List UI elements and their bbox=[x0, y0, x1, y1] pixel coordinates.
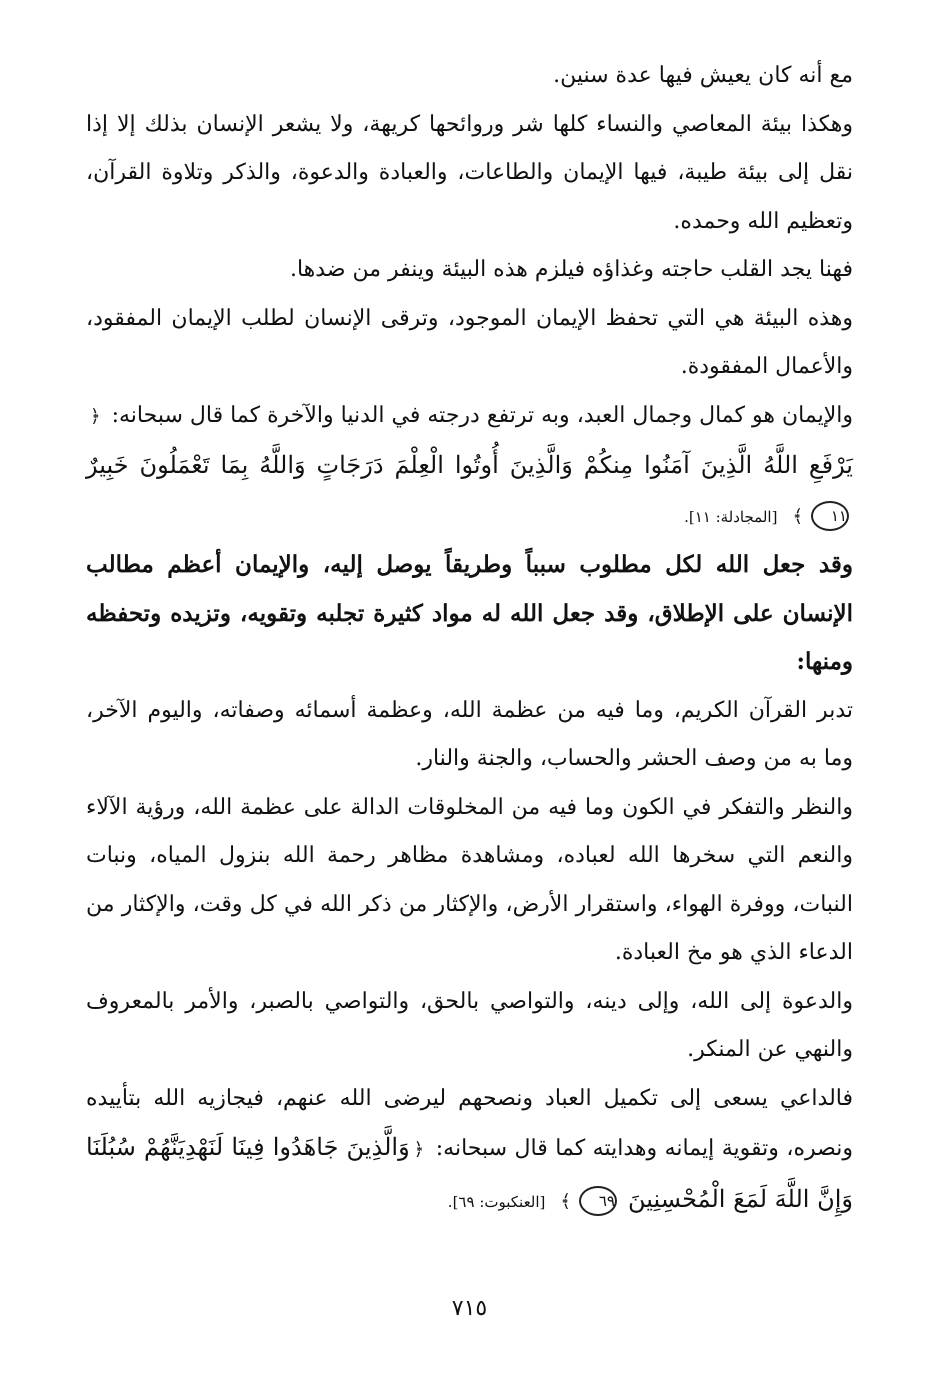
paragraph-6: والنظر والتفكر في الكون وما فيه من المخلوقات الدالة على عظمة الله، ورؤية الآلاء والنعم التي سخرها الله لعباده، ومشاهدة مظاهر رحمة الله بنزول المياه، ونبات النبات، ووفرة الهواء، واستقرار الأرض، والإكثار من ذكر الله في كل وقت، والإكثار من الدعاء الذي هو مخ العبادة. bbox=[86, 794, 853, 965]
ayah-close-bracket: ﴾ bbox=[792, 505, 803, 527]
quran-verse-2: وَالَّذِينَ جَاهَدُوا فِينَا لَنَهْدِيَنَّهُمْ سُبُلَنَا وَإِنَّ اللَّهَ لَمَعَ الْمُحْسِنِينَ bbox=[86, 1133, 853, 1213]
paragraph-2: وهكذا بيئة المعاصي والنساء كلها شر وروائحها كريهة، ولا يشعر الإنسان بذلك إلا إذا نقل إلى بيئة طيبة، فيها الإيمان والطاعات، والعبادة والدعوة، والذكر وتلاوة القرآن، وتعظيم الله وحمده. bbox=[86, 111, 853, 234]
quran-verse-1: يَرْفَعِ اللَّهُ الَّذِينَ آمَنُوا مِنكُمْ وَالَّذِينَ أُوتُوا الْعِلْمَ دَرَجَاتٍ وَاللَّهُ بِمَا تَعْمَلُونَ خَبِيرٌ bbox=[86, 451, 853, 479]
quran-intro-2: فالداعي يسعى إلى تكميل العباد ونصحهم ليرضى الله عنهم، فيجازيه الله بتأييده ونصره، وتقوية إيمانه وهدايته كما قال سبحانه: bbox=[86, 1085, 853, 1161]
bold-paragraph: وقد جعل الله لكل مطلوب سبباً وطريقاً يوصل إليه، والإيمان أعظم مطالب الإنسان على الإطلاق، وقد جعل الله له مواد كثيرة تجلبه وتقويه، وتزيده وتحفظه ومنها: bbox=[86, 551, 853, 675]
page-body bbox=[86, 52, 853, 1226]
verse-reference-2: [العنكبوت: ٦٩]. bbox=[447, 1192, 546, 1211]
ayah-close-bracket: ﴾ bbox=[560, 1190, 571, 1212]
paragraph-7: والدعوة إلى الله، وإلى دينه، والتواصي بالحق، والتواصي بالصبر، والأمر بالمعروف والنهي عن المنكر. bbox=[86, 988, 853, 1062]
quran-intro-1: والإيمان هو كمال وجمال العبد، وبه ترتفع درجته في الدنيا والآخرة كما قال سبحانه: bbox=[111, 402, 853, 428]
quran-paragraph-1 bbox=[86, 392, 853, 542]
ayah-number-badge: ٦٩ bbox=[579, 1186, 617, 1216]
ayah-number-badge: ١١ bbox=[811, 501, 849, 531]
verse-reference-1: [المجادلة: ١١]. bbox=[684, 507, 778, 526]
paragraph-4: وهذه البيئة هي التي تحفظ الإيمان الموجود، وترقى الإنسان لطلب الإيمان المفقود، والأعمال المفقودة. bbox=[86, 305, 853, 379]
quran-paragraph-2 bbox=[86, 1075, 853, 1227]
paragraph-3: فهنا يجد القلب حاجته وغذاؤه فيلزم هذه البيئة وينفر من ضدها. bbox=[289, 257, 853, 282]
ayah-open-bracket: ﴿ bbox=[90, 405, 101, 427]
paragraph-5: تدبر القرآن الكريم، وما فيه من عظمة الله، وعظمة أسمائه وصفاته، واليوم الآخر، وما به من وصف الحشر والحساب، والجنة والنار. bbox=[86, 697, 853, 771]
paragraph-1: مع أنه كان يعيش فيها عدة سنين. bbox=[553, 63, 853, 88]
page-number: ٧١٥ bbox=[451, 1296, 488, 1321]
ayah-open-bracket: ﴿ bbox=[413, 1139, 425, 1160]
